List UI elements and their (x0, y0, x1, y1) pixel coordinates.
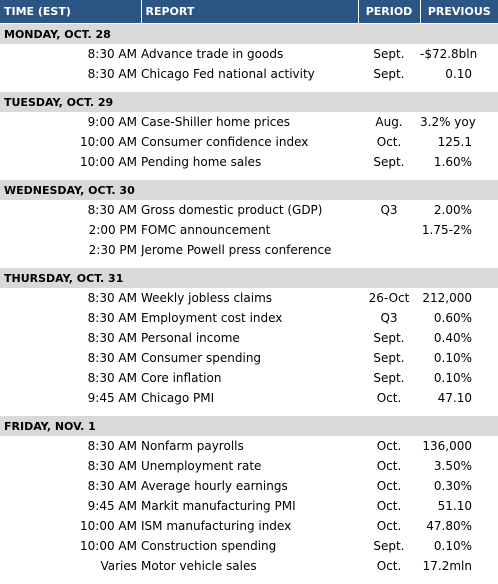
cell-report: Chicago Fed national activity (141, 64, 358, 84)
table-row (0, 152, 498, 172)
table-row (0, 496, 498, 516)
cell-previous: 0.10% (420, 536, 498, 556)
cell-report: ISM manufacturing index (141, 516, 358, 536)
table-header (0, 0, 498, 24)
cell-report: Consumer spending (141, 348, 358, 368)
cell-report: Gross domestic product (GDP) (141, 200, 358, 220)
table-row (0, 456, 498, 476)
cell-period: Oct. (358, 516, 420, 536)
cell-time: 8:30 AM (0, 348, 141, 368)
cell-previous: 17.2mln (420, 556, 498, 576)
cell-previous: 47.10 (420, 388, 498, 408)
table-row (0, 200, 498, 220)
cell-time: 10:00 AM (0, 516, 141, 536)
cell-previous: 0.60% (420, 308, 498, 328)
cell-previous: 1.75-2% (420, 220, 498, 240)
spacer-cell (0, 260, 498, 268)
table-row (0, 328, 498, 348)
cell-previous: 0.30% (420, 476, 498, 496)
cell-time: 8:30 AM (0, 64, 141, 84)
day-header (0, 416, 498, 436)
calendar-body (0, 24, 498, 584)
table-row (0, 536, 498, 556)
cell-report: Pending home sales (141, 152, 358, 172)
cell-report: Nonfarm payrolls (141, 436, 358, 456)
table-row (0, 476, 498, 496)
table-row (0, 516, 498, 536)
cell-period (358, 220, 420, 240)
day-label: FRIDAY, NOV. 1 (0, 416, 498, 436)
cell-report: Personal income (141, 328, 358, 348)
section-spacer (0, 172, 498, 180)
cell-previous: 212,000 (420, 288, 498, 308)
cell-time: 9:00 AM (0, 112, 141, 132)
cell-previous: 0.10% (420, 348, 498, 368)
day-label: MONDAY, OCT. 28 (0, 24, 498, 45)
cell-period (358, 240, 420, 260)
cell-period: 26-Oct (358, 288, 420, 308)
cell-previous: 47.80% (420, 516, 498, 536)
cell-period: Sept. (358, 152, 420, 172)
spacer-cell (0, 172, 498, 180)
cell-report: Core inflation (141, 368, 358, 388)
cell-previous: 0.40% (420, 328, 498, 348)
cell-time: 8:30 AM (0, 368, 141, 388)
table-row (0, 240, 498, 260)
cell-report: Chicago PMI (141, 388, 358, 408)
cell-time: 9:45 AM (0, 388, 141, 408)
spacer-cell (0, 408, 498, 416)
cell-period: Sept. (358, 64, 420, 84)
table-row (0, 132, 498, 152)
cell-report: FOMC announcement (141, 220, 358, 240)
spacer-cell (0, 576, 498, 584)
cell-previous: 125.1 (420, 132, 498, 152)
day-header (0, 180, 498, 200)
cell-report: Motor vehicle sales (141, 556, 358, 576)
cell-time: 8:30 AM (0, 200, 141, 220)
section-spacer (0, 260, 498, 268)
day-header (0, 24, 498, 45)
cell-period: Oct. (358, 132, 420, 152)
table-row (0, 368, 498, 388)
cell-previous: 1.60% (420, 152, 498, 172)
cell-report: Employment cost index (141, 308, 358, 328)
cell-time: 10:00 AM (0, 132, 141, 152)
cell-report: Construction spending (141, 536, 358, 556)
header-previous: PREVIOUS (420, 0, 498, 24)
cell-time: 10:00 AM (0, 152, 141, 172)
table-row (0, 308, 498, 328)
cell-report: Unemployment rate (141, 456, 358, 476)
cell-time: 8:30 AM (0, 308, 141, 328)
cell-previous: -$72.8bln (420, 44, 498, 64)
cell-time: 2:30 PM (0, 240, 141, 260)
table-row (0, 288, 498, 308)
header-time: TIME (EST) (0, 0, 141, 24)
cell-previous: 3.2% yoy (420, 112, 498, 132)
cell-period: Sept. (358, 536, 420, 556)
cell-period: Sept. (358, 368, 420, 388)
table-row (0, 436, 498, 456)
table-row (0, 348, 498, 368)
section-spacer (0, 576, 498, 584)
cell-report: Markit manufacturing PMI (141, 496, 358, 516)
header-report: REPORT (141, 0, 358, 24)
cell-period: Q3 (358, 308, 420, 328)
cell-previous: 51.10 (420, 496, 498, 516)
cell-period: Oct. (358, 476, 420, 496)
table-row (0, 112, 498, 132)
day-header (0, 268, 498, 288)
cell-time: 8:30 AM (0, 476, 141, 496)
day-label: TUESDAY, OCT. 29 (0, 92, 498, 112)
cell-report: Average hourly earnings (141, 476, 358, 496)
cell-report: Advance trade in goods (141, 44, 358, 64)
cell-period: Oct. (358, 436, 420, 456)
table-row (0, 388, 498, 408)
cell-report: Weekly jobless claims (141, 288, 358, 308)
spacer-cell (0, 84, 498, 92)
cell-time: 2:00 PM (0, 220, 141, 240)
cell-previous: 0.10% (420, 368, 498, 388)
cell-period: Sept. (358, 348, 420, 368)
cell-period: Oct. (358, 388, 420, 408)
cell-time: Varies (0, 556, 141, 576)
cell-previous: 0.10 (420, 64, 498, 84)
cell-previous: 136,000 (420, 436, 498, 456)
cell-report: Jerome Powell press conference (141, 240, 358, 260)
cell-time: 8:30 AM (0, 328, 141, 348)
cell-period: Aug. (358, 112, 420, 132)
cell-time: 8:30 AM (0, 288, 141, 308)
cell-period: Q3 (358, 200, 420, 220)
cell-time: 8:30 AM (0, 44, 141, 64)
cell-period: Oct. (358, 556, 420, 576)
cell-period: Oct. (358, 496, 420, 516)
cell-report: Case-Shiller home prices (141, 112, 358, 132)
cell-period: Sept. (358, 44, 420, 64)
cell-time: 8:30 AM (0, 436, 141, 456)
cell-period: Oct. (358, 456, 420, 476)
section-spacer (0, 408, 498, 416)
cell-report: Consumer confidence index (141, 132, 358, 152)
day-header (0, 92, 498, 112)
cell-previous (420, 240, 498, 260)
table-row (0, 44, 498, 64)
day-label: WEDNESDAY, OCT. 30 (0, 180, 498, 200)
cell-period: Sept. (358, 328, 420, 348)
cell-time: 9:45 AM (0, 496, 141, 516)
cell-time: 8:30 AM (0, 456, 141, 476)
cell-previous: 3.50% (420, 456, 498, 476)
table-row (0, 556, 498, 576)
cell-previous: 2.00% (420, 200, 498, 220)
table-row (0, 64, 498, 84)
header-period: PERIOD (358, 0, 420, 24)
table-row (0, 220, 498, 240)
day-label: THURSDAY, OCT. 31 (0, 268, 498, 288)
section-spacer (0, 84, 498, 92)
cell-time: 10:00 AM (0, 536, 141, 556)
